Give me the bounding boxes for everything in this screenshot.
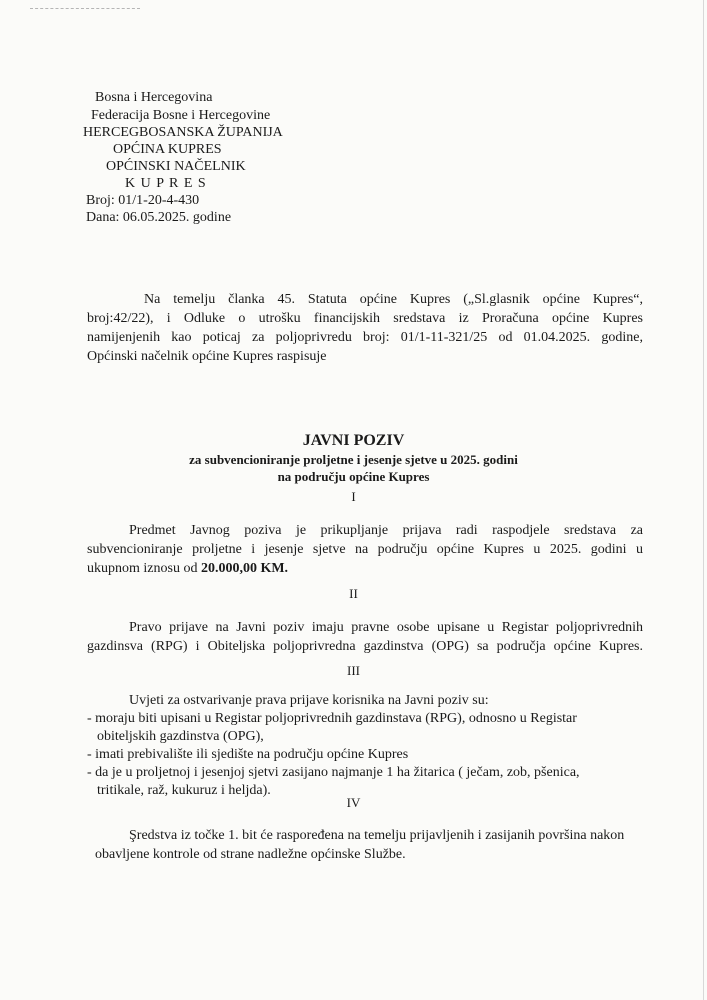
section-3-intro: Uvjeti za ostvarivanje prava prijave korisnika na Javni poziv su: [129,693,489,708]
section-numeral-3: III [347,663,360,678]
header-number: Broj: 01/1-20-4-430 [86,193,200,208]
section-numeral-1: I [351,489,356,504]
document-subtitle-1: za subvencioniranje proljetne i jesenje sjetve u 2025. godini [189,452,518,467]
section-numeral-2: II [349,586,358,601]
section-4-line-2: obavljene kontrole od strane nadležne općinske Službe. [95,847,406,862]
section-3-paragraph [87,692,647,800]
document-subtitle-2: na području općine Kupres [277,469,430,484]
header-municipality: OPĆINA KUPRES [113,142,222,157]
section-1-line-3 [87,559,643,578]
section-3-bullet-2: - imati prebivalište ili sjedište na području općine Kupres [87,747,409,762]
section-2-line-1: Pravo prijave na Javni poziv imaju pravne osobe upisane u Registar poljoprivrednih [129,620,643,635]
header-mayor: OPĆINSKI NAČELNIK [106,159,246,174]
section-3-bullet-1-line-2: obiteljskih gazdinstva (OPG), [97,729,264,744]
intro-line-4: Općinski načelnik općine Kupres raspisuje [87,349,327,364]
section-1-amount: 20.000,00 KM. [200,561,289,576]
section-4-line-1: Şredstva iz točke 1. bit će raspoređena na temelju prijavljenih i zasijanih površina nakon [129,828,625,843]
section-3-bullet-3-line-1: - da je u proljetnoj i jesenjoj sjetvi zasijano najmanje 1 ha žitarica ( ječam, zob, pšenica, [87,765,580,780]
section-1-amount-label: ukupnom iznosu od [87,561,201,576]
scan-top-dashes [30,8,140,9]
header-federation: Federacija Bosne i Hercegovine [91,108,271,123]
document-title: JAVNI POZIV [302,432,405,449]
section-numeral-4: IV [346,795,361,810]
section-2-line-2: gazdinsva (RPG) i Obiteljska poljoprivredna gazdinstva (OPG) sa područja općine Kupres. [87,639,643,654]
intro-paragraph [87,290,643,366]
section-3-bullet-3-line-2: tritikale, raž, kukuruz i heljda). [97,783,271,798]
intro-line-1: Na temelju članka 45. Statuta općine Kupres („Sl.glasnik općine Kupres“, [144,292,643,307]
section-2-paragraph [87,618,643,656]
section-1-line-1: Predmet Javnog poziva je prikupljanje prijava radi raspodjele sredstava za [129,523,643,538]
intro-line-2: broj:42/22), i Odluke o utrošku financijskih sredstava iz Proračuna općine Kupres [87,311,643,326]
header-city: K U P R E S [125,176,207,191]
intro-line-3: namijenjenih kao poticaj za poljoprivredu broj: 01/1-11-321/25 od 01.04.2025. godine, [87,330,643,345]
header-country: Bosna i Hercegovina [95,90,213,105]
section-3-bullet-1-line-1: - moraju biti upisani u Registar poljoprivrednih gazdinstava (RPG), odnosno u Registar [87,711,577,726]
section-1-paragraph [87,521,643,578]
section-1-line-2: subvencioniranje proljetne i jesenje sjetve na području općine Kupres u 2025. godini u [87,542,643,557]
section-4-paragraph [87,826,647,864]
header-date: Dana: 06.05.2025. godine [86,210,232,225]
header-canton: HERCEGBOSANSKA ŽUPANIJA [83,125,283,140]
